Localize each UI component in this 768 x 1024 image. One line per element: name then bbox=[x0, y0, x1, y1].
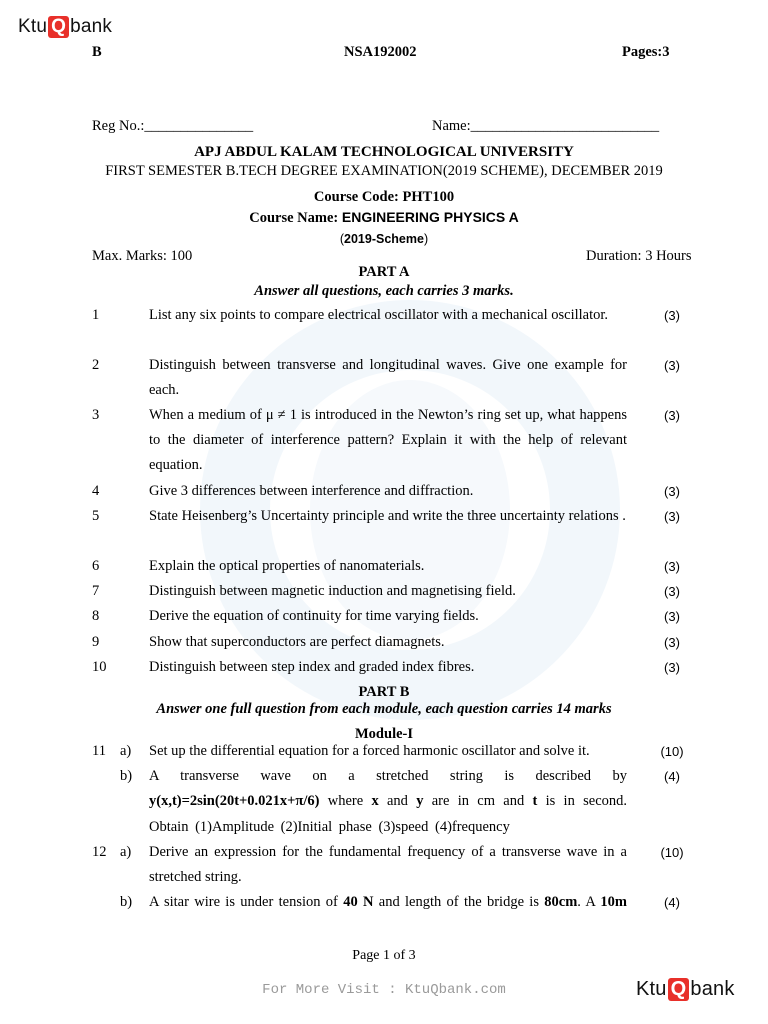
question-text: Distinguish between magnetic induction and magnetising field. bbox=[149, 583, 516, 599]
question-text: State Heisenberg’s Uncertainty principle and write the three uncertainty relations . bbox=[149, 508, 626, 524]
paper-code: NSA192002 bbox=[344, 44, 417, 60]
page-number: Page 1 of 3 bbox=[352, 948, 416, 963]
module-1-title: Module-I bbox=[355, 726, 413, 742]
question-number: 3 bbox=[92, 407, 100, 423]
question-marks: (10) bbox=[660, 744, 684, 759]
name-field: Name:__________________________ bbox=[432, 118, 660, 134]
part-a-title: PART A bbox=[358, 264, 410, 280]
question-number: 4 bbox=[92, 483, 100, 499]
text-fragment: is in second. bbox=[537, 793, 628, 809]
text-fragment: . A bbox=[577, 894, 601, 910]
question-text: Derive an expression for the fundamental frequency of a transverse wave in a stretched string. bbox=[149, 844, 627, 885]
logo-prefix: Ktu bbox=[18, 16, 48, 37]
var-x: x bbox=[371, 793, 379, 809]
length-value: 80cm bbox=[544, 894, 578, 910]
course-name-line bbox=[0, 209, 768, 227]
question-marks: (4) bbox=[664, 895, 680, 910]
duration: Duration: 3 Hours bbox=[586, 248, 692, 264]
course-name-label: Course Name: bbox=[249, 210, 339, 226]
sub-question-label: a) bbox=[120, 743, 132, 759]
question-text: Give 3 differences between interference and diffraction. bbox=[149, 483, 474, 499]
question-number: 6 bbox=[92, 558, 100, 574]
question-text: Set up the differential equation for a forced harmonic oscillator and solve it. bbox=[149, 743, 590, 759]
question-number: 11 bbox=[92, 743, 106, 759]
tension-value: 40 N bbox=[343, 894, 374, 910]
sub-question-label: b) bbox=[120, 768, 133, 784]
wave-equation: y(x,t)=2sin(20t+0.021x+π/6) bbox=[149, 793, 320, 809]
sub-question-label: b) bbox=[120, 894, 133, 910]
question-number: 5 bbox=[92, 508, 100, 524]
question-marks: (3) bbox=[664, 408, 680, 423]
text-fragment: A sitar wire is under tension of bbox=[149, 894, 344, 910]
question-number: 9 bbox=[92, 634, 100, 650]
question-marks: (4) bbox=[664, 769, 680, 784]
question-number: 8 bbox=[92, 608, 100, 624]
question-marks: (3) bbox=[664, 509, 680, 524]
question-text: Show that superconductors are perfect diamagnets. bbox=[149, 634, 445, 650]
logo-q: Q bbox=[668, 978, 690, 1001]
scheme-close: ) bbox=[423, 232, 429, 246]
var-y: y bbox=[416, 793, 424, 809]
question-marks: (10) bbox=[660, 845, 684, 860]
question-text-line2 bbox=[149, 789, 627, 814]
question-text: Distinguish between step index and graded index fibres. bbox=[149, 659, 475, 675]
var-t: t bbox=[532, 793, 538, 809]
max-marks: Max. Marks: 100 bbox=[92, 248, 193, 264]
question-marks: (3) bbox=[664, 660, 680, 675]
part-b-instruction: Answer one full question from each module, each question carries 14 marks bbox=[156, 701, 612, 717]
question-text-line1: A transverse wave on a stretched string is described by bbox=[149, 768, 627, 784]
text-fragment: and bbox=[378, 793, 417, 809]
course-code: Course Code: PHT100 bbox=[313, 189, 455, 205]
text-fragment: are in cm and bbox=[423, 793, 533, 809]
question-text: Derive the equation of continuity for time varying fields. bbox=[149, 608, 479, 624]
page-count: Pages:3 bbox=[622, 44, 670, 60]
series-code: B bbox=[92, 44, 102, 60]
university-name: APJ ABDUL KALAM TECHNOLOGICAL UNIVERSITY bbox=[194, 144, 574, 160]
question-text bbox=[149, 890, 627, 915]
part-a-instruction: Answer all questions, each carries 3 marks. bbox=[254, 283, 514, 299]
question-number: 2 bbox=[92, 357, 100, 373]
question-number: 10 bbox=[92, 659, 107, 675]
text-fragment: where bbox=[319, 793, 372, 809]
logo-prefix: Ktu bbox=[636, 978, 667, 1000]
ktuqbank-logo-top bbox=[18, 16, 112, 38]
scheme-line bbox=[0, 232, 768, 246]
question-number: 12 bbox=[92, 844, 107, 860]
logo-q: Q bbox=[48, 16, 69, 38]
logo-suffix: bank bbox=[690, 978, 735, 1000]
scheme-text: 2019-Scheme bbox=[344, 232, 424, 246]
question-number: 7 bbox=[92, 583, 100, 599]
question-marks: (3) bbox=[664, 609, 680, 624]
question-marks: (3) bbox=[664, 584, 680, 599]
scheme-open: ( bbox=[339, 232, 345, 246]
question-number: 1 bbox=[92, 307, 100, 323]
question-marks: (3) bbox=[664, 358, 680, 373]
footer-url: For More Visit : KtuQbank.com bbox=[262, 982, 506, 998]
ktuqbank-logo-bottom bbox=[636, 978, 735, 1001]
question-text: When a medium of μ ≠ 1 is introduced in the Newton’s ring set up, what happens to the diameter of interference pattern? Explain it with the help of relevant equation. bbox=[149, 407, 627, 473]
text-fragment: 10m bbox=[600, 894, 627, 910]
reg-no-field: Reg No.:_______________ bbox=[92, 118, 254, 134]
question-text: List any six points to compare electrical oscillator with a mechanical oscillator. bbox=[149, 307, 609, 323]
question-marks: (3) bbox=[664, 635, 680, 650]
question-text: Distinguish between transverse and longitudinal waves. Give one example for each. bbox=[149, 357, 627, 398]
question-text-line3: Obtain (1)Amplitude (2)Initial phase (3)speed (4)frequency bbox=[149, 819, 510, 835]
text-fragment: and length of the bridge is bbox=[373, 894, 545, 910]
sub-question-label: a) bbox=[120, 844, 132, 860]
exam-title: FIRST SEMESTER B.TECH DEGREE EXAMINATION(2019 SCHEME), DECEMBER 2019 bbox=[105, 163, 663, 179]
question-marks: (3) bbox=[664, 308, 680, 323]
course-name: ENGINEERING PHYSICS A bbox=[341, 209, 519, 225]
question-marks: (3) bbox=[664, 559, 680, 574]
question-marks: (3) bbox=[664, 484, 680, 499]
question-text: Explain the optical properties of nanomaterials. bbox=[149, 558, 425, 574]
logo-suffix: bank bbox=[70, 16, 113, 37]
part-b-title: PART B bbox=[358, 684, 410, 700]
